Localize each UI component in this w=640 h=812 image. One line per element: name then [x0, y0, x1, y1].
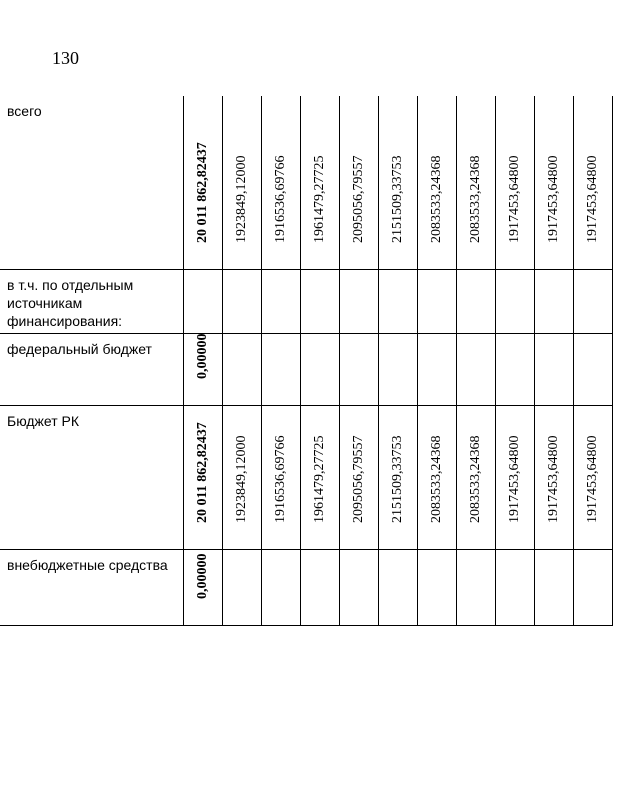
total-cell: 0,00000: [184, 549, 223, 625]
value-cell: 1917453,64800: [496, 405, 535, 549]
row-label: всего: [0, 96, 184, 269]
value-cell: 1917453,64800: [574, 96, 613, 269]
empty-cell: [457, 333, 496, 405]
row-label: внебюджетные средства: [0, 549, 184, 625]
total-cell: 20 011 862,82437: [184, 96, 223, 269]
empty-cell: [535, 549, 574, 625]
empty-cell: [574, 333, 613, 405]
empty-cell: [262, 549, 301, 625]
empty-cell: [535, 269, 574, 333]
row-label: в т.ч. по отдельным источникам финансирования:: [0, 269, 184, 333]
empty-cell: [574, 269, 613, 333]
table-row-sources-heading: [0, 269, 613, 333]
empty-cell: [262, 333, 301, 405]
empty-cell: [223, 549, 262, 625]
empty-cell: [340, 549, 379, 625]
value-cell: 1917453,64800: [535, 405, 574, 549]
page-number: 130: [52, 48, 79, 68]
empty-cell: [496, 269, 535, 333]
value-cell: 1917453,64800: [496, 96, 535, 269]
value-cell: 1961479,27725: [301, 405, 340, 549]
value-cell: 1923849,12000: [223, 96, 262, 269]
value-cell: 2083533,24368: [457, 96, 496, 269]
value-cell: 1916536,69766: [262, 96, 301, 269]
empty-cell: [496, 333, 535, 405]
value-cell: 1923849,12000: [223, 405, 262, 549]
empty-cell: [418, 549, 457, 625]
total-cell: 0,00000: [184, 333, 223, 405]
budget-table: [0, 96, 613, 626]
empty-cell: [418, 333, 457, 405]
value-cell: 2151509,33753: [379, 96, 418, 269]
value-cell: 1917453,64800: [574, 405, 613, 549]
empty-cell: [223, 269, 262, 333]
empty-cell: [262, 269, 301, 333]
empty-cell: [457, 269, 496, 333]
total-cell: 20 011 862,82437: [184, 405, 223, 549]
value-cell: 2151509,33753: [379, 405, 418, 549]
table-row-extrabudgetary: [0, 549, 613, 625]
empty-cell: [379, 333, 418, 405]
value-cell: 2083533,24368: [457, 405, 496, 549]
value-cell: 1916536,69766: [262, 405, 301, 549]
empty-cell: [340, 269, 379, 333]
table-row-federal: [0, 333, 613, 405]
empty-cell: [496, 549, 535, 625]
value-cell: 2083533,24368: [418, 96, 457, 269]
empty-cell: [457, 549, 496, 625]
empty-cell: [223, 333, 262, 405]
row-label: Бюджет РК: [0, 405, 184, 549]
empty-cell: [379, 549, 418, 625]
empty-cell: [301, 333, 340, 405]
empty-cell: [184, 269, 223, 333]
empty-cell: [379, 269, 418, 333]
table-row-rk-budget: [0, 405, 613, 549]
value-cell: 1917453,64800: [535, 96, 574, 269]
value-cell: 1961479,27725: [301, 96, 340, 269]
empty-cell: [535, 333, 574, 405]
value-cell: 2095056,79557: [340, 96, 379, 269]
empty-cell: [418, 269, 457, 333]
value-cell: 2095056,79557: [340, 405, 379, 549]
empty-cell: [340, 333, 379, 405]
value-cell: 2083533,24368: [418, 405, 457, 549]
table-row-total: [0, 96, 613, 269]
row-label: федеральный бюджет: [0, 333, 184, 405]
empty-cell: [301, 549, 340, 625]
empty-cell: [301, 269, 340, 333]
empty-cell: [574, 549, 613, 625]
